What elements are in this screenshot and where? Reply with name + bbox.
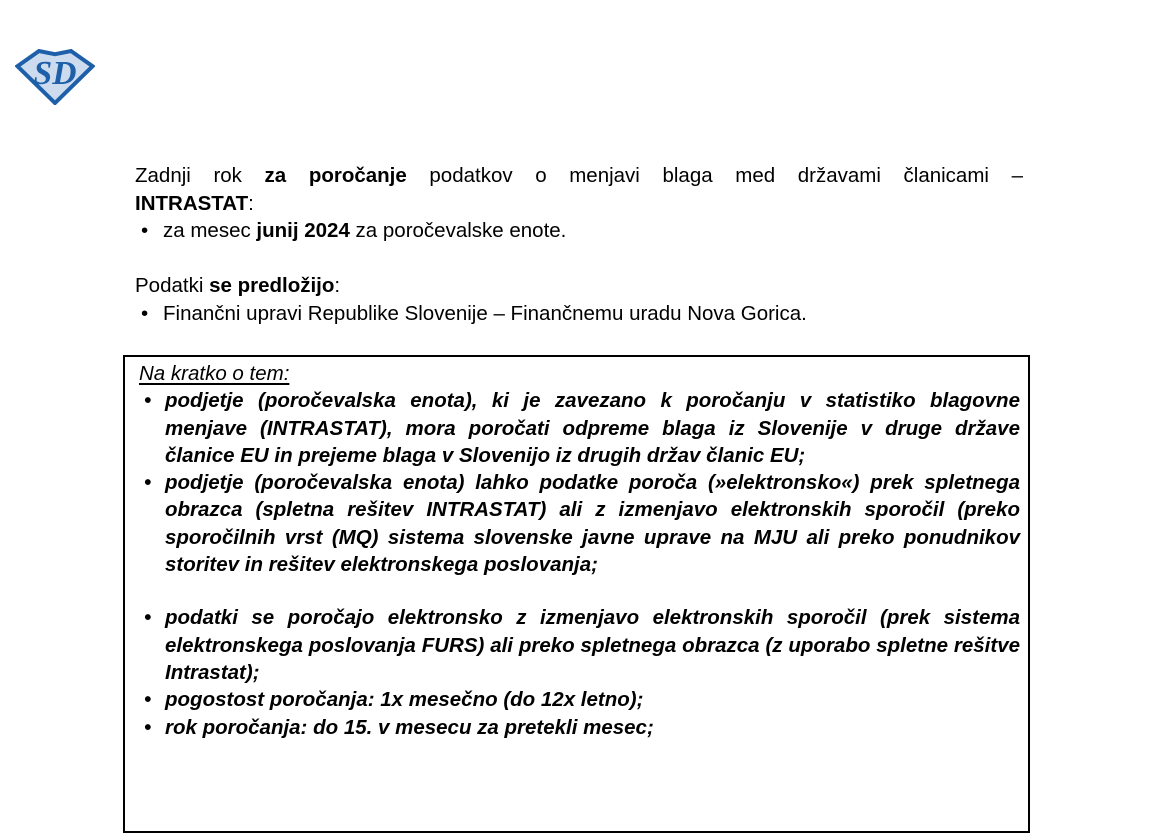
info-box-bullet bbox=[139, 604, 1020, 686]
text-run: za mesec bbox=[163, 219, 257, 242]
text-run-bold: INTRASTAT bbox=[135, 191, 249, 215]
info-box-bullet-text: podjetje (poročevalska enota) lahko podatke poroča (»elektronsko«) prek spletnega obrazca (spletna rešitev INTRASTAT) ali z izmenjavo elektronskih sporočil (preko sporočilnih vrst (MQ) sistema slovenske javne uprave na MJU ali preko ponudnikov storitev in rešitev elektronskega poslovanja; bbox=[165, 471, 1020, 577]
info-box bbox=[123, 355, 1030, 833]
month-bullet bbox=[135, 217, 1023, 245]
deadline-paragraph-line2 bbox=[135, 190, 1023, 218]
text-run: : bbox=[248, 191, 254, 215]
info-box-heading: Na kratko o tem: bbox=[139, 362, 290, 385]
text-run: Podatki bbox=[135, 274, 210, 297]
info-box-bullet-text: pogostost poročanja: 1x mesečno (do 12x letno); bbox=[165, 688, 644, 712]
info-box-bullet bbox=[139, 469, 1020, 578]
text-run: Zadnji rok bbox=[135, 164, 265, 187]
bullet-marker: • bbox=[141, 301, 149, 325]
bullet-marker: • bbox=[144, 606, 152, 630]
text-run-bold: junij 2024 bbox=[256, 219, 350, 242]
recipient-bullet-text: Finančni upravi Republike Slovenije – Finančnemu uradu Nova Gorica. bbox=[163, 301, 807, 325]
bullet-marker: • bbox=[141, 219, 149, 242]
info-box-bullet bbox=[139, 387, 1020, 469]
bullet-marker: • bbox=[144, 389, 152, 413]
text-run: za poročevalske enote. bbox=[349, 219, 567, 242]
info-box-bullet bbox=[139, 686, 1020, 713]
logo-letters: SD bbox=[33, 54, 77, 92]
month-bullet-text bbox=[163, 217, 1023, 245]
info-box-bullet-text: rok poročanja: do 15. v mesecu za pretekli mesec; bbox=[165, 715, 654, 739]
submission-paragraph bbox=[135, 272, 1023, 300]
sd-shield-logo bbox=[15, 45, 95, 105]
recipient-bullet bbox=[135, 300, 1023, 328]
text-run: : bbox=[334, 274, 341, 297]
bullet-marker: • bbox=[144, 471, 152, 495]
bullet-marker: • bbox=[144, 715, 152, 739]
info-box-bullet-text: podjetje (poročevalska enota), ki je zavezano k poročanju v statistiko blagovne menjave (INTRASTAT), mora poročati odpreme blaga iz Slovenije v druge države članice EU in prejeme blaga v Slovenijo iz drugih držav članic EU; bbox=[165, 389, 1020, 467]
blank-line bbox=[139, 578, 1020, 604]
deadline-paragraph bbox=[135, 162, 1023, 217]
text-run-bold: se predložijo bbox=[209, 274, 335, 297]
info-box-bullet-text: podatki se poročajo elektronsko z izmenjavo elektronskih sporočil (prek sistema elektronskega poslovanja FURS) ali preko spletnega obrazca (z uporabo spletne rešitve Intrastat); bbox=[165, 606, 1020, 684]
deadline-paragraph-line1 bbox=[135, 162, 1023, 190]
document-body bbox=[135, 162, 1023, 327]
text-run-bold: za poročanje bbox=[264, 164, 407, 187]
info-box-bullet bbox=[139, 714, 1020, 741]
text-run: podatkov o menjavi blaga med državami članicami – bbox=[406, 164, 1023, 187]
bullet-marker: • bbox=[144, 688, 152, 712]
